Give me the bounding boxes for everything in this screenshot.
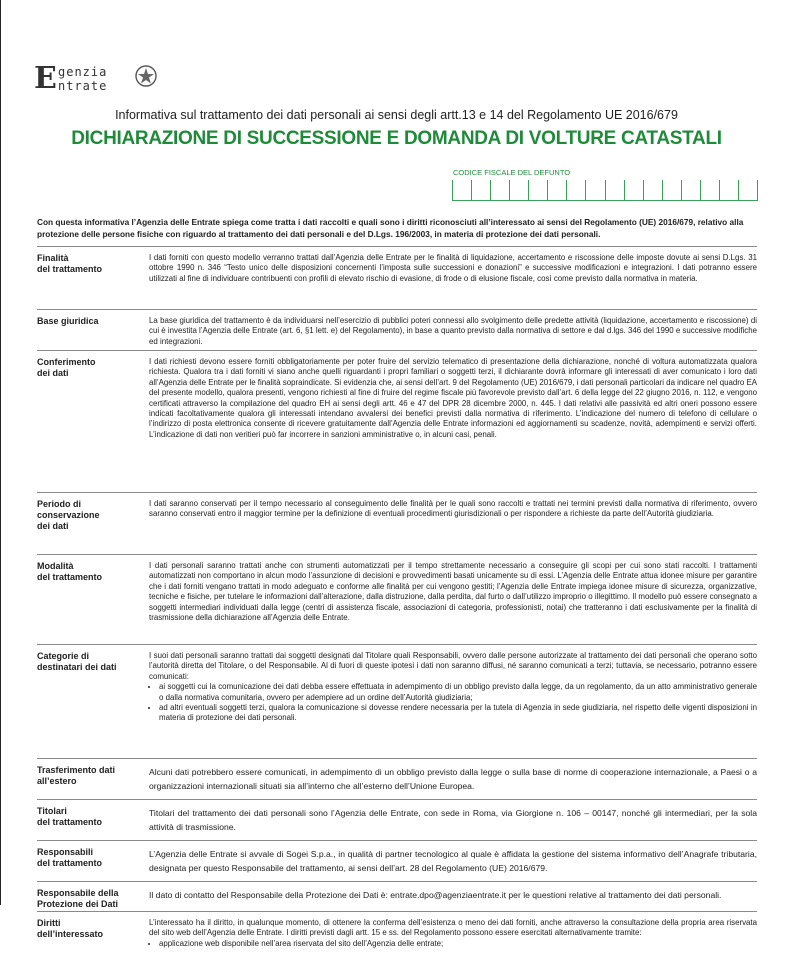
bullet-item: • ad altri eventuali soggetti terzi, qualora la comunicazione si dovesse rendere necessaria per la tutela di Agenzia in sede giudiziaria, nel rispetto delle vigenti disposizioni in materia di protezione dei dati personali. [159, 703, 757, 724]
section-text: La base giuridica del trattamento è da individuarsi nell’esercizio di pubblici poteri connessi allo svolgimento delle predette attività (liquidazione, accertamento e riscossione) di cui è investita l’Agenzia delle Entrate (art. 6, §1 lett. e) del Regolamento), in base a quanto previsto dalla normativa di settore e dal d.lgs. 346 del 1990 e successive modifiche ed integrazioni. [149, 316, 757, 346]
section-modalita [37, 554, 757, 644]
section-text: L’interessato ha il diritto, in qualunque momento, di ottenere la conferma dell’esistenza o meno dei dati forniti, anche attraverso la consultazione della propria area riservata del sito web dell’Agenzia delle Entrate. I diritti previsti dagli artt. 15 e ss. del Regolamento possono essere esercitati alternativamente tramite: [149, 918, 757, 938]
section-label: Categorie di destinatari dei dati [37, 651, 117, 672]
codice-fiscale-char-box[interactable] [700, 180, 719, 200]
bullet-list [149, 682, 757, 724]
codice-fiscale-char-box[interactable] [719, 180, 738, 200]
section-label: Modalità del trattamento [37, 561, 103, 582]
codice-fiscale-char-box[interactable] [681, 180, 700, 200]
section-text: Il dato di contatto del Responsabile della Protezione dei Dati è: entrate.dpo@agenziaentrate.it per le questioni relative al trattamento dei dati personali. [149, 890, 722, 900]
section-text-wrap [149, 651, 757, 758]
bullet-item: • applicazione web disponibile nell’area riservata del sito dell’Agenzia delle entrate; [159, 939, 757, 949]
logo-letter: E [34, 61, 57, 96]
document-title: DICHIARAZIONE DI SUCCESSIONE E DOMANDA DI VOLTURE CATASTALI [71, 128, 722, 149]
section-text: I dati richiesti devono essere forniti obbligatoriamente per poter fruire del servizio telematico di presentazione della dichiarazione, nonché di voltura automatizzata qualora richiesta. Qualora tra i dati forniti vi siano anche quelli riguardanti i propri familiari o soggetti terzi, il dichiarante dovrà informare gli interessati di aver comunicato i loro dati all’Agenzia delle Entrate per le finalità sopraindicate. Si evidenzia che, ai sensi dell’art. 9 del Regolamento (UE) 2016/679, i dati personali particolari da indicare nel quadro EA del presente modello, qualora presenti, vengono richiesti al fine di fruire del regime fiscale più favorevole previsto dall’art. 6 della legge del 22 giugno 2016, n. 112, e vengono certificati attraverso la compilazione del quadro EH ai sensi degli artt. 46 e 47 del DPR 28 dicembre 2000, n. 445. I dati relativi alle passività ed altri oneri possono essere indicati facoltativamente qualora gli interessati intendano avvalersi dei benefici previsti dalla normativa di riferimento. L’indicazione del numero di telefono di cellulare o l’indirizzo di posta elettronica consente di ricevere gratuitamente dall’Agenzia delle Entrate informazioni ed aggiornamenti su scadenze, novità, adempimenti e servizi offerti. L’indicazione di dati non veritieri può far incorrere in sanzioni amministrative o, in alcuni casi, penali. [149, 357, 757, 439]
codice-fiscale-char-box[interactable] [605, 180, 624, 200]
codice-fiscale-char-box[interactable] [528, 180, 547, 200]
section-label: Periodo di conservazione dei dati [37, 499, 100, 531]
bullet-list [149, 939, 757, 949]
codice-fiscale-char-box[interactable] [566, 180, 585, 200]
section-text: I dati personali saranno trattati anche con strumenti automatizzati per il tempo strettamente necessario a conseguire gli scopi per cui sono stati raccolti. I trattamenti automatizzati non comportano in alcun modo l’assunzione di decisioni e provvedimenti basati unicamente su di essi. L’Agenzia delle Entrate attua idonee misure per garantire che i dati forniti vengano trattati in modo adeguato e conforme alle finalità per cui vengono gestiti; l’Agenzia delle Entrate impiega idonee misure di sicurezza, organizzative, tecniche e fisiche, per tutelare le informazioni dall’alterazione, dalla distruzione, dalla perdita, dal furto o dall’utilizzo improprio o illegittimo. Il modello può essere consegnato a soggetti intermediari individuati dalla legge (centri di assistenza fiscale, associazioni di categoria, professionisti, notai) che tratteranno i dati esclusivamente per la finalità di trasmissione della dichiarazione all’Agenzia delle Entrate. [149, 561, 757, 623]
bullet-item: • ai soggetti cui la comunicazione dei dati debba essere effettuata in adempimento di un obbligo previsto dalla legge, da un regolamento, da un atto amministrativo generale o dalla normativa comunitaria, ovvero per adempiere ad un ordine dell’Autorità giudiziaria; [159, 682, 757, 703]
section-responsabili [37, 840, 757, 881]
codice-fiscale-char-box[interactable] [547, 180, 566, 200]
section-text: Titolari del trattamento dei dati personali sono l’Agenzia delle Entrate, con sede in Roma, via Giorgione n. 106 – 00147, nonché gli intermediari, per la sola attività di trasmissione. [149, 808, 757, 832]
section-periodo-conservazione [37, 492, 757, 554]
section-destinatari [37, 644, 757, 758]
emblem-icon [134, 63, 158, 89]
document-subtitle: Informativa sul trattamento dei dati personali ai sensi degli artt.13 e 14 del Regolamento UE 2016/679 [115, 108, 678, 122]
codice-fiscale-char-box[interactable] [643, 180, 662, 200]
section-text: I dati saranno conservati per il tempo necessario al conseguimento delle finalità per le quali sono raccolti e trattati nei termini previsti dalla normativa di riferimento, ovvero saranno conservati entro il maggior termine per la definizione di eventuali procedimenti giurisdizionali o per rispondere a richieste da parte dell’Autorità giudiziaria. [149, 499, 757, 519]
section-label: Finalità del trattamento [37, 253, 103, 274]
section-label: Base giuridica [37, 316, 99, 326]
codice-fiscale-char-box[interactable] [509, 180, 528, 200]
section-text: L’Agenzia delle Entrate si avvale di Sogei S.p.a., in qualità di partner tecnologico al quale è affidata la gestione del sistema informativo dell’Anagrafe tributaria, designata per questo Responsabile del trattamento, ai sensi dell’art. 28 del Regolamento (UE) 2016/679. [149, 849, 757, 873]
section-conferimento [37, 350, 757, 492]
section-text: I dati forniti con questo modello verranno trattati dall’Agenzia delle Entrate per le finalità di liquidazione, accertamento e riscossione delle imposte dovute ai sensi D.Lgs. 31 ottobre 1990 n. 346 “Testo unico delle disposizioni concernenti l’imposta sulle successioni e donazioni” e successive modificazioni e integrazioni. I dati potranno essere utilizzati al fine di individuare contribuenti con profili di elevato rischio di evasione, di frode o di elusione fiscale, così come previsto dalla normativa in materia. [149, 253, 757, 283]
codice-fiscale-input[interactable] [452, 180, 758, 201]
codice-fiscale-char-box[interactable] [452, 180, 471, 200]
section-finalita [37, 246, 757, 309]
section-label: Conferimento dei dati [37, 357, 96, 378]
section-text: I suoi dati personali saranno trattati dai soggetti designati dal Titolare quali Responsabili, ovvero dalle persone autorizzate al trattamento dei dati personali che operano sotto l’autorità diretta del Titolare, o del Responsabile. Al di fuori di queste ipotesi i dati non saranno diffusi, né saranno comunicati a terzi; tuttavia, se necessario, potranno essere comunicati: [149, 651, 757, 681]
logo-line-1: genzia [58, 65, 108, 79]
section-base-giuridica [37, 309, 757, 350]
codice-fiscale-char-box[interactable] [662, 180, 681, 200]
codice-fiscale-char-box[interactable] [624, 180, 643, 200]
info-sections [37, 246, 757, 966]
section-label: Responsabile della Protezione dei Dati [37, 888, 119, 909]
section-label: Titolari del trattamento [37, 806, 103, 827]
codice-fiscale-char-box[interactable] [738, 180, 758, 200]
intro-text: Con questa informativa l’Agenzia delle Entrate spiega come tratta i dati raccolti e quali sono i diritti riconosciuti all’interessato ai sensi del Regolamento (UE) 2016/679, relativo alla protezione delle persone fisiche con riguardo al trattamento dei dati personali e del D.Lgs. 196/2003, in materia di protezione dei dati personali. [37, 217, 744, 239]
section-text: Alcuni dati potrebbero essere comunicati, in adempimento di un obbligo previsto dalla legge o sulla base di norme di cooperazione internazionale, a Paesi o a organizzazioni internazionali situati sia all’interno che all’esterno dell’Unione Europea. [149, 767, 757, 791]
section-label: Trasferimento dati all’estero [37, 765, 116, 786]
section-label: Responsabili del trattamento [37, 847, 103, 868]
codice-fiscale-char-box[interactable] [585, 180, 604, 200]
section-dpo [37, 881, 757, 911]
codice-fiscale-char-box[interactable] [471, 180, 490, 200]
section-text-wrap [149, 918, 757, 966]
codice-fiscale-label: CODICE FISCALE DEL DEFUNTO [453, 168, 571, 177]
section-titolari [37, 799, 757, 840]
codice-fiscale-char-box[interactable] [490, 180, 509, 200]
section-label: Diritti dell’interessato [37, 918, 104, 939]
section-diritti [37, 911, 757, 966]
section-trasferimento-estero [37, 758, 757, 799]
logo-line-2: ntrate [58, 79, 108, 93]
agenzia-entrate-logo [34, 62, 164, 96]
